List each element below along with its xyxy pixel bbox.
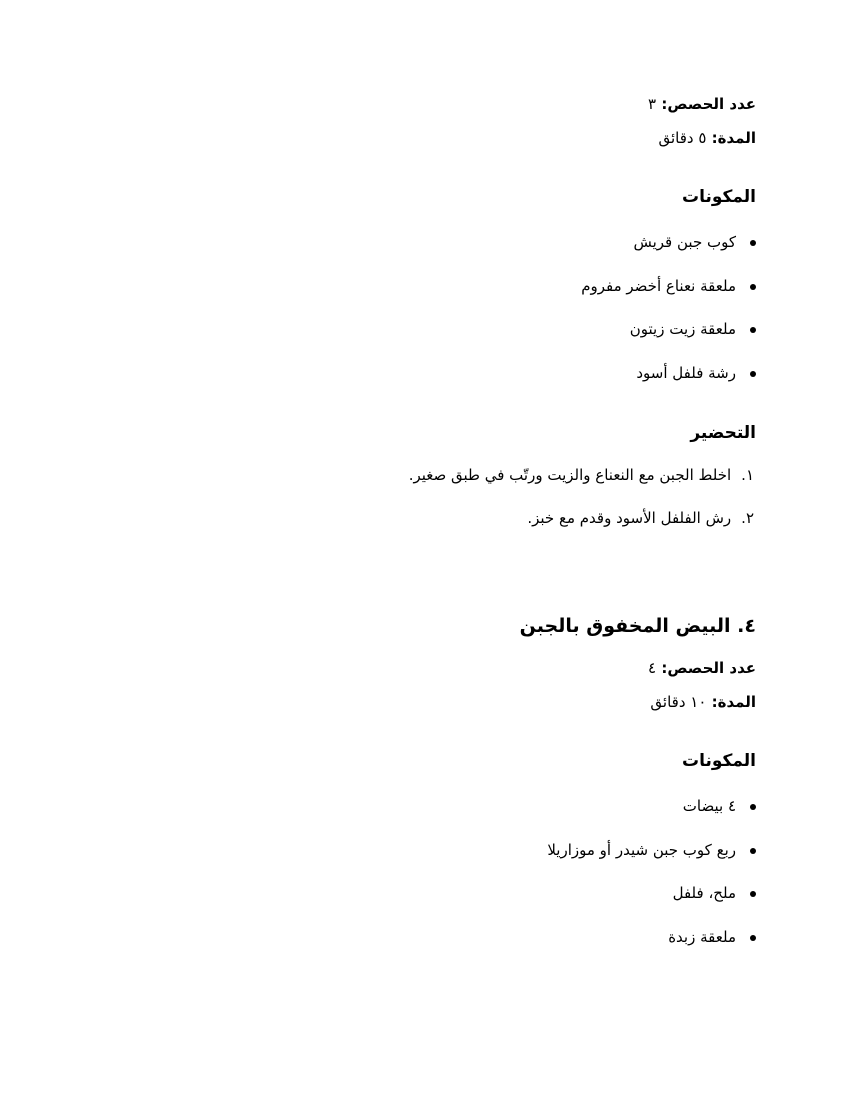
servings-label: عدد الحصص: — [661, 659, 756, 677]
servings-value: ٤ — [648, 659, 657, 677]
ingredient-text: ٤ بيضات — [682, 797, 736, 815]
servings-label: عدد الحصص: — [661, 95, 756, 113]
ingredient-text: رشة فلفل أسود — [636, 364, 736, 382]
ingredient-item — [547, 843, 756, 858]
duration-line — [650, 695, 756, 710]
servings-line — [648, 97, 756, 112]
duration-line — [658, 131, 756, 146]
step-text: اخلط الجبن مع النعناع والزيت ورتّب في طبق صغير. — [408, 466, 732, 484]
step-text: رش الفلفل الأسود وقدم مع خبز. — [527, 509, 732, 527]
step-number: ١. — [741, 466, 754, 484]
bullet-icon — [750, 284, 756, 290]
ingredients-heading: المكونات — [681, 187, 756, 207]
duration-label: المدة: — [711, 129, 756, 147]
ingredients-heading: المكونات — [681, 751, 756, 771]
bullet-icon — [750, 935, 756, 941]
duration-value: ١٠ دقائق — [650, 693, 707, 711]
ingredient-text: ملعقة زبدة — [668, 928, 736, 946]
ingredient-text: ملح، فلفل — [672, 884, 736, 902]
ingredient-text: ملعقة زيت زيتون — [629, 320, 736, 338]
bullet-icon — [750, 327, 756, 333]
duration-label: المدة: — [711, 693, 756, 711]
servings-line — [648, 661, 756, 676]
ingredient-text: ربع كوب جبن شيدر أو موزاريلا — [547, 841, 736, 859]
ingredient-item — [581, 279, 756, 294]
bullet-icon — [750, 371, 756, 377]
ingredient-item — [673, 886, 756, 901]
step-item — [409, 468, 754, 483]
bullet-icon — [750, 804, 756, 810]
ingredient-text: كوب جبن قريش — [633, 233, 736, 251]
bullet-icon — [750, 848, 756, 854]
recipe-title: ٤. البيض المخفوق بالجبن — [519, 615, 756, 637]
ingredient-item — [683, 799, 756, 814]
ingredient-text: ملعقة نعناع أخضر مفروم — [581, 277, 736, 295]
bullet-icon — [750, 891, 756, 897]
ingredient-item — [636, 366, 756, 381]
ingredient-item — [668, 930, 756, 945]
step-number: ٢. — [741, 509, 754, 527]
duration-value: ٥ دقائق — [658, 129, 707, 147]
ingredient-item — [630, 322, 756, 337]
step-item — [527, 511, 754, 526]
ingredient-item — [633, 235, 756, 250]
bullet-icon — [750, 240, 756, 246]
preparation-heading: التحضير — [690, 423, 756, 443]
servings-value: ٣ — [648, 95, 657, 113]
